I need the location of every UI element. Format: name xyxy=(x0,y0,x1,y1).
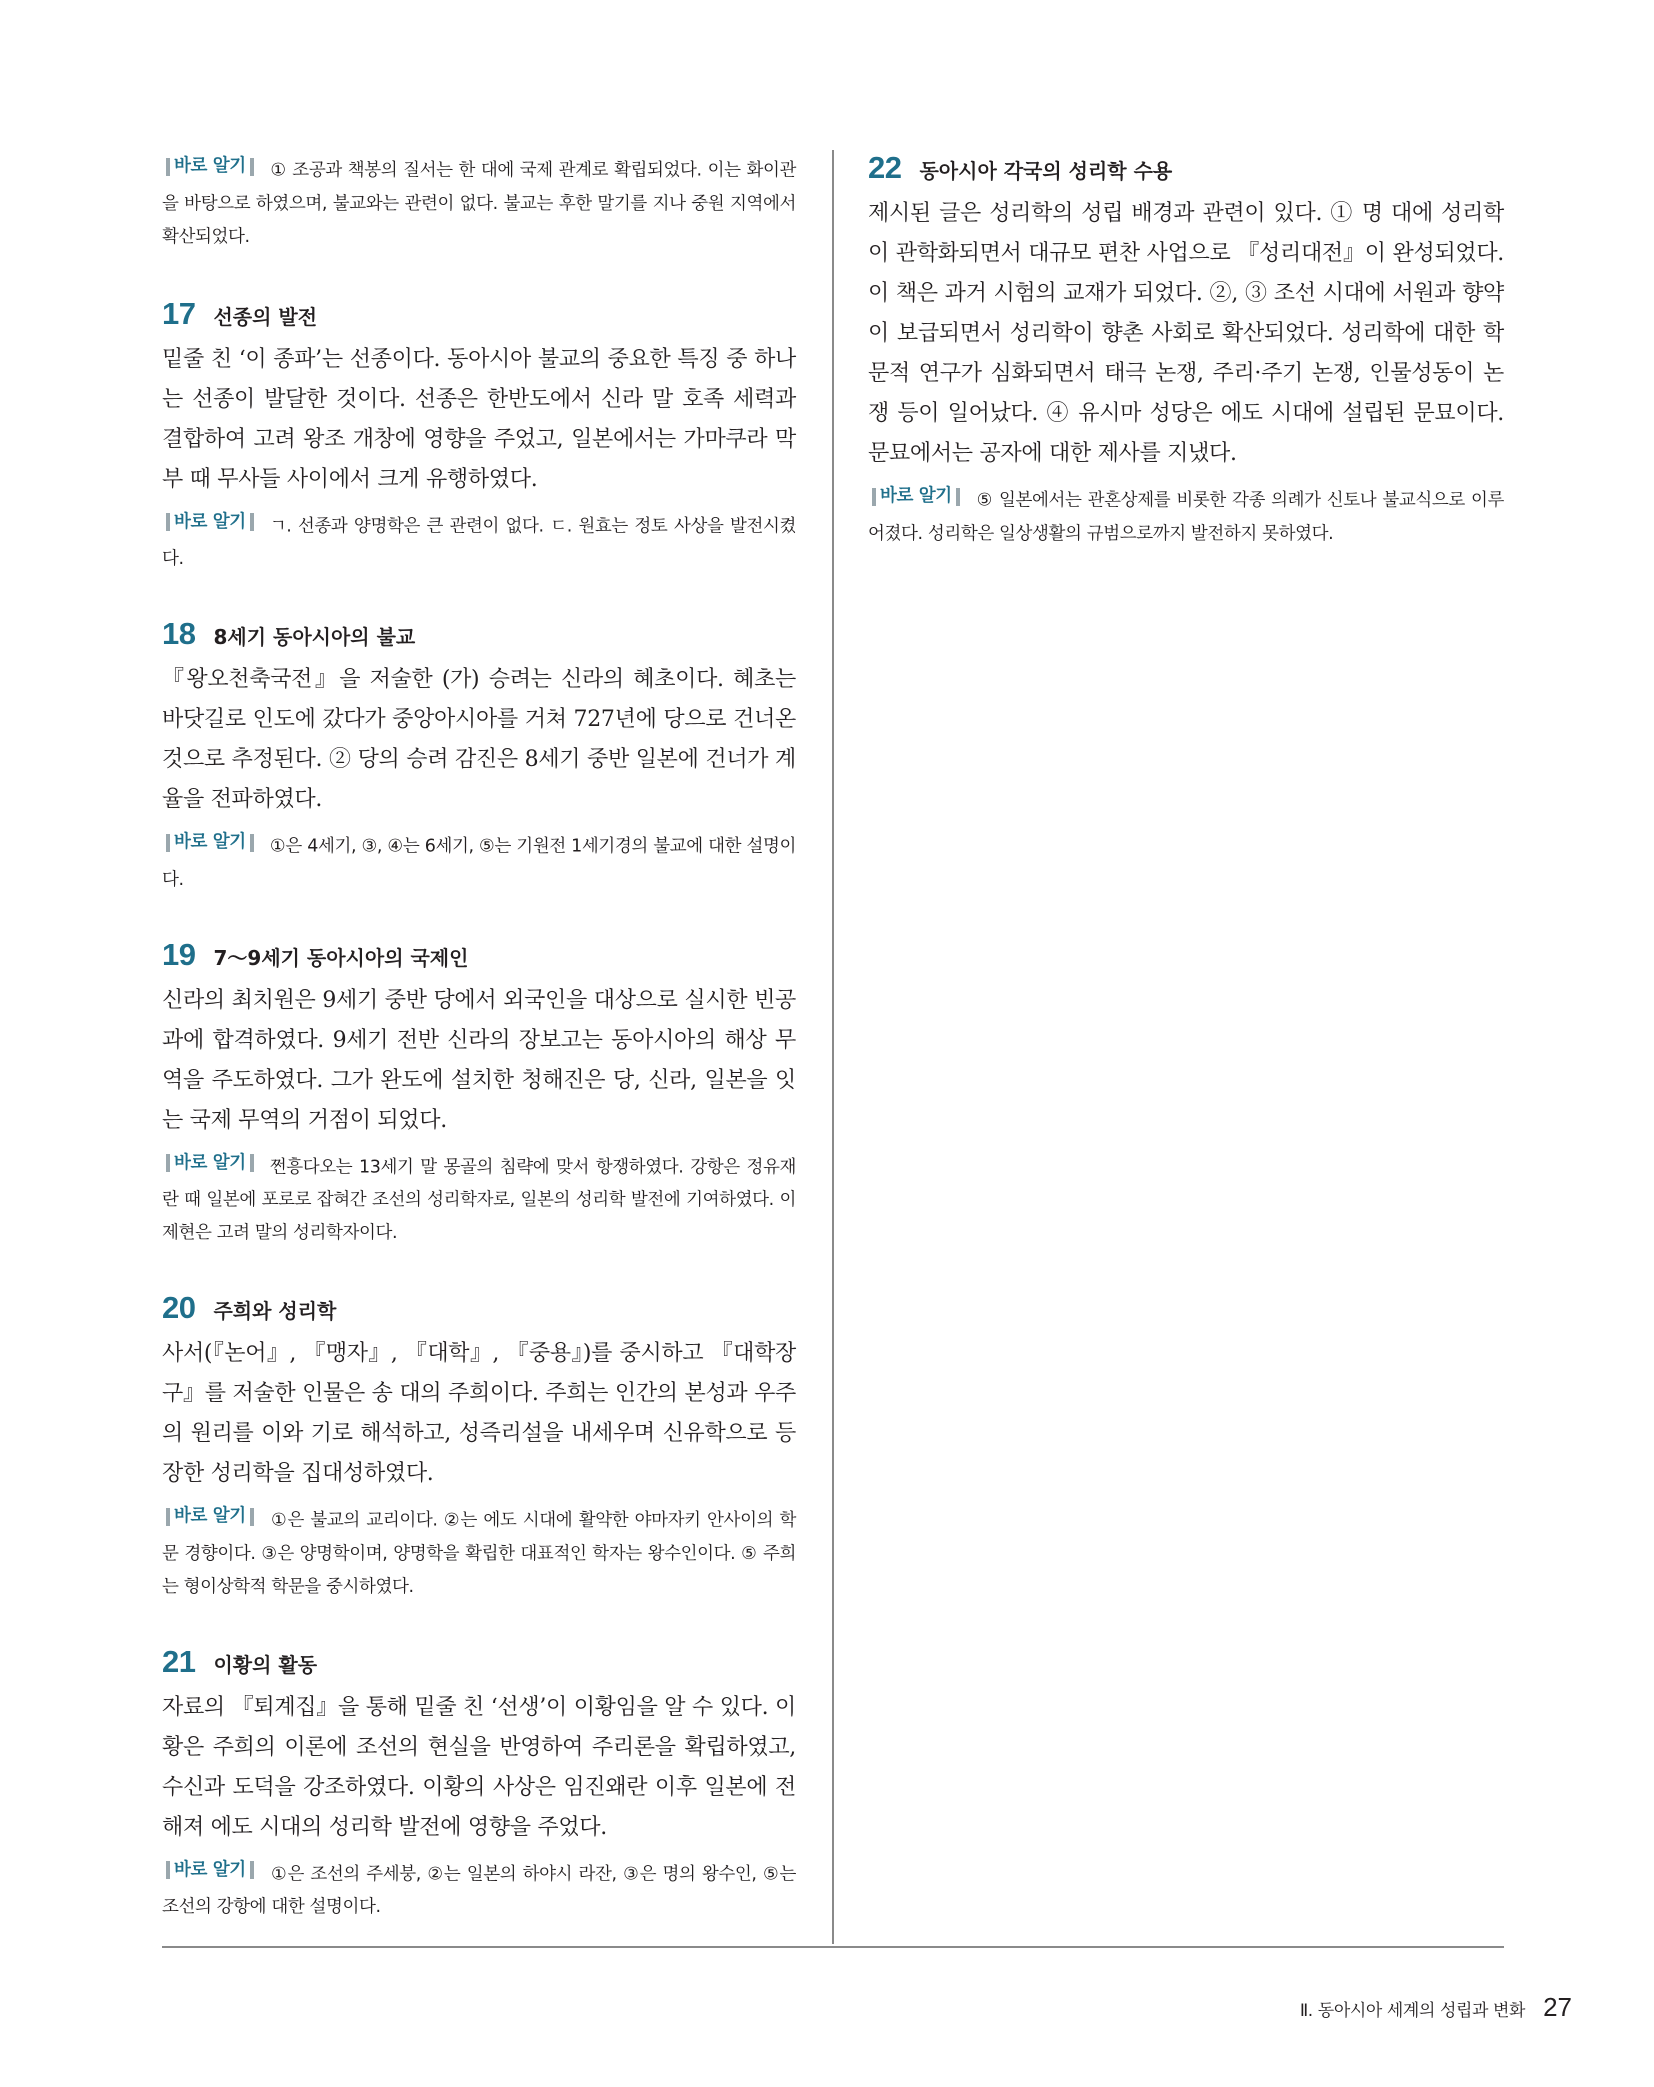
section-heading xyxy=(162,1290,796,1326)
section-body: 제시된 글은 성리학의 성립 배경과 관련이 있다. ① 명 대에 성리학이 관학화되면서 대규모 편찬 사업으로 『성리대전』이 완성되었다. 이 책은 과거 시험의 교재가 되었다. ②, ③ 조선 시대에 서원과 향약이 보급되면서 성리학이 향촌 사회로 확산되었다. 성리학에 대한 학문적 연구가 심화되면서 태극 논쟁, 주리·주기 논쟁, 인물성동이 논쟁 등이 일어났다. ④ 유시마 성당은 에도 시대에 설립된 문묘이다. 문묘에서는 공자에 대한 제사를 지냈다. xyxy=(868,201,1504,466)
intro-note-text: ① 조공과 책봉의 질서는 한 대에 국제 관계로 확립되었다. 이는 화이관을 바탕으로 하였으며, 불교와는 관련이 없다. 불교는 후한 말기를 지나 중원 지역에서 확산되었다. xyxy=(162,160,796,247)
badge-bar-right xyxy=(250,158,254,176)
section-title: 주희와 성리학 xyxy=(213,1299,337,1323)
section-22 xyxy=(868,150,1504,551)
answer-badge xyxy=(162,506,258,539)
section-number: 19 xyxy=(162,936,196,972)
section-body: 자료의 『퇴계집』을 통해 밑줄 친 ‘선생’이 이황임을 알 수 있다. 이황은 주희의 이론에 조선의 현실을 반영하여 주리론을 확립하였고, 수신과 도덕을 강조하였다. 이황의 사상은 임진왜란 이후 일본에 전해져 에도 시대의 성리학 발전에 영향을 주었다. xyxy=(162,1694,796,1840)
section-title: 동아시아 각국의 성리학 수용 xyxy=(919,159,1173,183)
section-note xyxy=(162,1854,796,1925)
section-number: 20 xyxy=(162,1290,196,1325)
section-heading xyxy=(162,616,796,652)
section-note xyxy=(162,1500,796,1604)
column-divider xyxy=(832,150,834,1944)
badge-bar-left xyxy=(872,488,876,506)
badge-label: 바로 알기 xyxy=(174,1152,246,1173)
badge-label: 바로 알기 xyxy=(174,832,246,852)
section-note-text: ㄱ. 선종과 양명학은 큰 관련이 없다. ㄷ. 원효는 정토 사상을 발전시켰다. xyxy=(162,516,796,569)
section-heading xyxy=(162,1644,796,1680)
badge-label: 바로 알기 xyxy=(174,156,246,176)
right-column xyxy=(868,150,1504,591)
section-note-text: ①은 4세기, ③, ④는 6세기, ⑤는 기원전 1세기경의 불교에 대한 설명이다. xyxy=(162,836,796,890)
badge-bar-left xyxy=(166,1861,170,1879)
section-note xyxy=(162,506,796,577)
section-note xyxy=(162,1147,796,1251)
badge-bar-right xyxy=(250,513,254,531)
section-body: 신라의 최치원은 9세기 중반 당에서 외국인을 대상으로 실시한 빈공과에 합격하였다. 9세기 전반 신라의 장보고는 동아시아의 해상 무역을 주도하였다. 그가 완도에 설치한 청해진은 당, 신라, 일본을 잇는 국제 무역의 거점이 되었다. xyxy=(162,987,796,1133)
badge-label: 바로 알기 xyxy=(880,486,952,506)
section-title: 이황의 활동 xyxy=(213,1652,318,1677)
section-number: 21 xyxy=(162,1643,196,1679)
section-17 xyxy=(162,296,796,577)
badge-bar-right xyxy=(250,1154,254,1172)
section-21 xyxy=(162,1644,796,1925)
section-heading xyxy=(868,150,1504,186)
section-19 xyxy=(162,937,796,1251)
section-note xyxy=(162,826,796,897)
section-number: 18 xyxy=(162,616,196,651)
answer-badge xyxy=(868,480,964,513)
section-note-text: ①은 조선의 주세붕, ②는 일본의 하야시 라잔, ③은 명의 왕수인, ⑤는 조선의 강항에 대한 설명이다. xyxy=(162,1864,796,1917)
section-20 xyxy=(162,1290,796,1604)
section-number: 22 xyxy=(868,150,902,185)
left-column xyxy=(162,150,796,1964)
page-footer xyxy=(1300,1992,1572,2023)
section-18 xyxy=(162,616,796,897)
badge-bar-left xyxy=(166,513,170,531)
badge-bar-left xyxy=(166,834,170,852)
badge-bar-left xyxy=(166,1154,170,1172)
bottom-rule xyxy=(162,1946,1504,1948)
badge-label: 바로 알기 xyxy=(174,1506,246,1526)
answer-badge xyxy=(162,1500,258,1533)
answer-badge xyxy=(162,1854,258,1887)
section-title: 7～9세기 동아시아의 국제인 xyxy=(213,945,469,970)
badge-bar-right xyxy=(956,488,960,506)
section-note-text: ①은 불교의 교리이다. ②는 에도 시대에 활약한 야마자키 안사이의 학문 경향이다. ③은 양명학이며, 양명학을 확립한 대표적인 학자는 왕수인이다. ⑤ 주희는 형이상학적 학문을 중시하였다. xyxy=(162,1510,796,1597)
badge-bar-left xyxy=(166,158,170,176)
section-note-text: ⑤ 일본에서는 관혼상제를 비롯한 각종 의례가 신토나 불교식으로 이루어졌다. 성리학은 일상생활의 규범으로까지 발전하지 못하였다. xyxy=(868,490,1504,544)
section-note-text: 쩐흥다오는 13세기 말 몽골의 침략에 맞서 항쟁하였다. 강항은 정유재란 때 일본에 포로로 잡혀간 조선의 성리학자로, 일본의 성리학 발전에 기여하였다. 이제현은 고려 말의 성리학자이다. xyxy=(162,1157,796,1243)
section-title: 8세기 동아시아의 불교 xyxy=(213,625,416,649)
answer-badge xyxy=(162,150,258,183)
answer-badge xyxy=(162,826,258,859)
badge-label: 바로 알기 xyxy=(174,1859,246,1880)
badge-bar-right xyxy=(250,1508,254,1526)
section-body: 사서(『논어』, 『맹자』, 『대학』, 『중용』)를 중시하고 『대학장구』를 저술한 인물은 송 대의 주희이다. 주희는 인간의 본성과 우주의 원리를 이와 기로 해석하고, 성즉리설을 내세우며 신유학으로 등장한 성리학을 집대성하였다. xyxy=(162,1341,796,1486)
section-body: 『왕오천축국전』을 저술한 (가) 승려는 신라의 혜초이다. 혜초는 바닷길로 인도에 갔다가 중앙아시아를 거쳐 727년에 당으로 건너온 것으로 추정된다. ② 당의 승려 감진은 8세기 중반 일본에 건너가 계율을 전파하였다. xyxy=(162,667,796,812)
badge-bar-right xyxy=(250,834,254,852)
section-heading xyxy=(162,937,796,973)
section-note xyxy=(868,480,1504,551)
badge-label: 바로 알기 xyxy=(174,511,246,532)
section-body: 밑줄 친 ‘이 종파’는 선종이다. 동아시아 불교의 중요한 특징 중 하나는 선종이 발달한 것이다. 선종은 한반도에서 신라 말 호족 세력과 결합하여 고려 왕조 개창에 영향을 주었고, 일본에서는 가마쿠라 막부 때 무사들 사이에서 크게 유행하였다. xyxy=(162,346,796,492)
badge-bar-right xyxy=(250,1861,254,1879)
answer-badge xyxy=(162,1147,258,1180)
intro-note xyxy=(162,150,796,254)
footer-chapter: Ⅱ. 동아시아 세계의 성립과 변화 xyxy=(1299,2001,1526,2021)
section-number: 17 xyxy=(162,295,196,331)
section-title: 선종의 발전 xyxy=(213,304,318,329)
section-heading xyxy=(162,296,796,332)
page-number: 27 xyxy=(1543,1992,1572,2022)
badge-bar-left xyxy=(166,1508,170,1526)
